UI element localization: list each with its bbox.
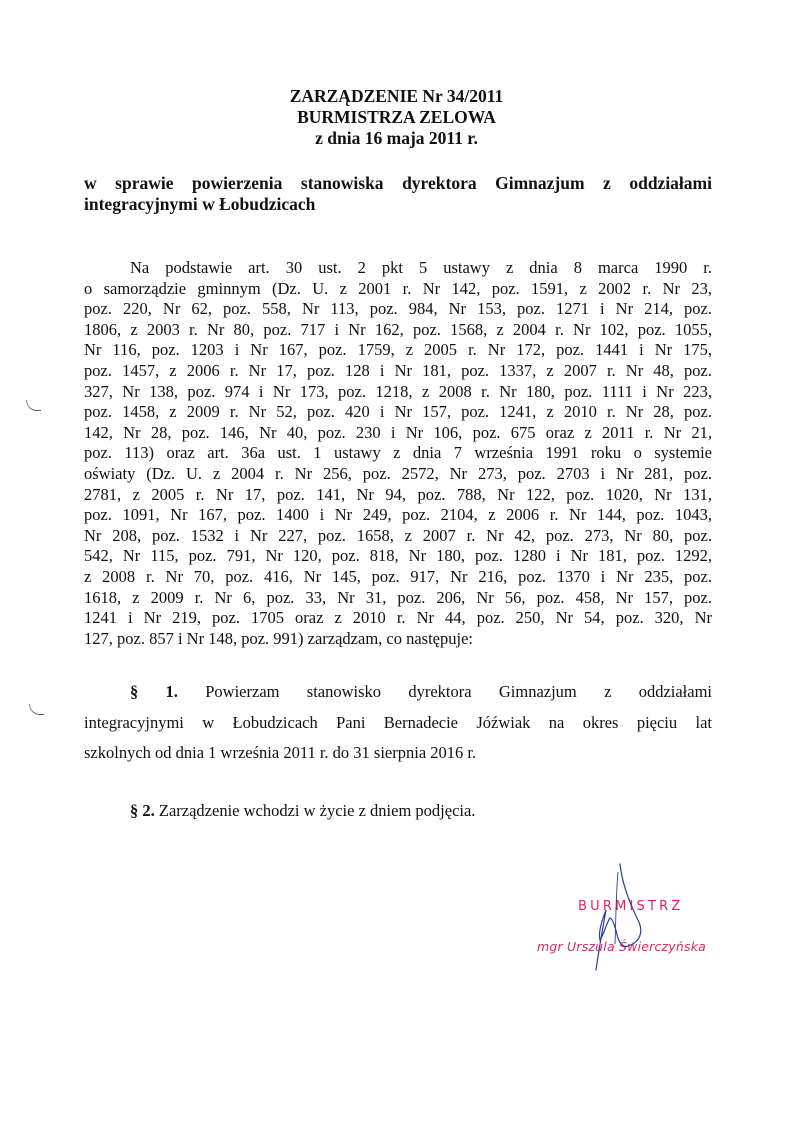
legal-basis-line: poz. 1458, z 2009 r. Nr 52, poz. 420 i Nr 157, poz. 1241, z 2010 r. Nr 28, poz. bbox=[84, 402, 712, 422]
document-subject bbox=[84, 173, 712, 215]
legal-basis-line: 142, Nr 28, poz. 146, Nr 40, poz. 230 i Nr 106, poz. 675 oraz z 2011 r. Nr 21, bbox=[84, 422, 712, 442]
legal-basis-line: poz. 1091, Nr 167, poz. 1400 i Nr 249, poz. 2104, z 2006 r. Nr 144, poz. 1043, bbox=[84, 505, 712, 525]
legal-basis-line: oświaty (Dz. U. z 2004 r. Nr 256, poz. 2572, Nr 273, poz. 2703 i Nr 281, poz. bbox=[84, 463, 712, 483]
scan-margin-mark bbox=[29, 704, 44, 715]
legal-basis-line: poz. 113) oraz art. 36a ust. 1 ustawy z dnia 7 września 1991 roku o systemie bbox=[84, 443, 712, 463]
legal-basis-line: poz. 1457, z 2006 r. Nr 17, poz. 128 i Nr 181, poz. 1337, z 2007 r. Nr 48, poz. bbox=[84, 360, 712, 380]
legal-basis-line: o samorządzie gminnym (Dz. U. z 2001 r. Nr 142, poz. 1591, z 2002 r. Nr 23, bbox=[84, 278, 712, 298]
signature-stroke bbox=[596, 864, 641, 970]
section-2-paragraph bbox=[130, 800, 475, 822]
document-title: ZARZĄDZENIE Nr 34/2011 bbox=[289, 86, 504, 106]
legal-basis-line: 327, Nr 138, poz. 974 i Nr 173, poz. 1218, z 2008 r. Nr 180, poz. 1111 i Nr 223, bbox=[84, 381, 712, 401]
document-header bbox=[0, 86, 793, 149]
legal-basis-line: 2781, z 2005 r. Nr 17, poz. 141, Nr 94, poz. 788, Nr 122, poz. 1020, Nr 131, bbox=[84, 484, 712, 504]
section-1-paragraph bbox=[84, 677, 712, 769]
legal-basis-line: 127, poz. 857 i Nr 148, poz. 991) zarządzam, co następuje: bbox=[84, 628, 473, 648]
legal-basis-line: 542, Nr 115, poz. 791, Nr 120, poz. 818, Nr 180, poz. 1280 i Nr 181, poz. 1292, bbox=[84, 546, 712, 566]
legal-basis-line: Nr 116, poz. 1203 i Nr 167, poz. 1759, z 2005 r. Nr 172, poz. 1441 i Nr 175, bbox=[84, 340, 712, 360]
section-2-text: Zarządzenie wchodzi w życie z dniem podjęcia. bbox=[158, 801, 476, 820]
section-1-label: § 1. bbox=[130, 682, 178, 701]
handwritten-signature bbox=[588, 862, 658, 972]
section-1-line-2: integracyjnymi w Łobudzicach Pani Bernadecie Jóźwiak na okres pięciu lat bbox=[84, 712, 712, 732]
section-1-line-1: Powierzam stanowisko dyrektora Gimnazjum z oddziałami bbox=[205, 682, 713, 701]
scan-margin-mark bbox=[26, 400, 41, 411]
legal-basis-line: 1618, z 2009 r. Nr 6, poz. 33, Nr 31, poz. 206, Nr 56, poz. 458, Nr 157, poz. bbox=[84, 587, 712, 607]
subject-line-1: w sprawie powierzenia stanowiska dyrektora Gimnazjum z oddziałami bbox=[84, 173, 712, 193]
document-date: z dnia 16 maja 2011 r. bbox=[315, 128, 478, 148]
legal-basis-line: Nr 208, poz. 1532 i Nr 227, poz. 1658, z 2007 r. Nr 42, poz. 273, Nr 80, poz. bbox=[84, 525, 712, 545]
section-2-label: § 2. bbox=[130, 801, 155, 820]
legal-basis-line: 1241 i Nr 219, poz. 1705 oraz z 2010 r. Nr 44, poz. 250, Nr 54, poz. 320, Nr bbox=[84, 608, 712, 628]
legal-basis-line: 1806, z 2003 r. Nr 80, poz. 717 i Nr 162, poz. 1568, z 2004 r. Nr 102, poz. 1055, bbox=[84, 319, 712, 339]
stamp-title: BURMISTRZ bbox=[578, 899, 684, 914]
legal-basis-line: z 2008 r. Nr 70, poz. 416, Nr 145, poz. 917, Nr 216, poz. 1370 i Nr 235, poz. bbox=[84, 566, 712, 586]
stamp-name: mgr Urszula Świerczyńska bbox=[537, 939, 707, 954]
subject-line-2: integracyjnymi w Łobudzicach bbox=[84, 194, 316, 214]
legal-basis-line: poz. 220, Nr 62, poz. 558, Nr 113, poz. 984, Nr 153, poz. 1271 i Nr 214, poz. bbox=[84, 299, 712, 319]
legal-basis-line: Na podstawie art. 30 ust. 2 pkt 5 ustawy z dnia 8 marca 1990 r. bbox=[130, 258, 712, 277]
document-issuer: BURMISTRZA ZELOWA bbox=[297, 107, 496, 127]
section-1-line-3: szkolnych od dnia 1 września 2011 r. do 31 sierpnia 2016 r. bbox=[84, 743, 477, 762]
legal-basis-paragraph bbox=[84, 258, 712, 649]
